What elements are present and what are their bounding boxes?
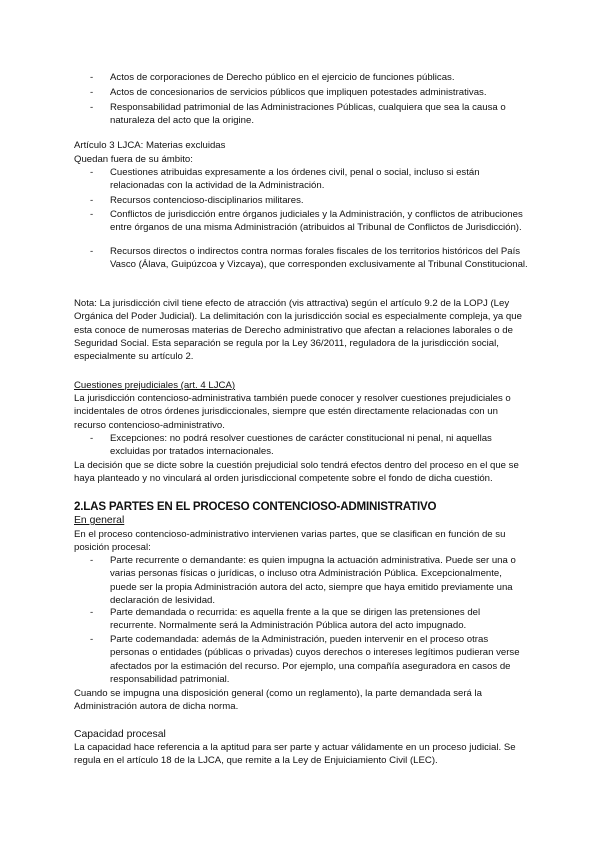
list-item-text: Cuestiones atribuidas expresamente a los órdenes civil, penal o social, incluso si están relacionadas con la actividad de la Administración. [110,167,480,192]
list-item-text: Conflictos de jurisdicción entre órganos judiciales y la Administración, y conflictos de atribuciones entre órganos de una misma Administración (atribuidos al Tribunal de Conflictos de Jurisdicción). [110,209,523,234]
section-closing: Cuando se impugna una disposición general (como un reglamento), la parte demandada será la Administración autora de dicha norma. [74,688,482,713]
section-intro: En el proceso contencioso-administrativo intervienen varias partes, que se clasifican en función de su posición procesal: [74,529,506,554]
art3-intro: Quedan fuera de su ámbito: [74,154,193,165]
capacidad-body: La capacidad hace referencia a la aptitud para ser parte y actuar válidamente en un proceso judicial. Se regula en el artículo 18 de la LJCA, que remite a la Ley de Enjuiciamiento Civil (LEC). [74,742,516,767]
bullet-dash: - [90,246,94,257]
bullet-dash: - [90,607,94,618]
list-item-text: Excepciones: no podrá resolver cuestiones de carácter constitucional ni penal, ni aquellas excluidas por tratados internacionales. [110,433,492,458]
prejudiciales-body: La jurisdicción contencioso-administrativa también puede conocer y resolver cuestiones prejudiciales o incidentales de otros órdenes jurisdiccionales, siempre que estén directamente relacionadas con un recurso contencioso-administrativo. [74,393,511,431]
bullet-dash: - [90,87,94,98]
list-item-text: Recursos directos o indirectos contra normas forales fiscales de los territorios históricos del País Vasco (Álava, Guipúzcoa y Vizcaya), que corresponden exclusivamente al Tribunal Constitucional. [110,246,528,271]
bullet-dash: - [90,102,94,113]
bullet-dash: - [90,209,94,220]
list-item-text: Actos de concesionarios de servicios públicos que impliquen potestades administrativas. [110,87,487,98]
list-item-text: Actos de corporaciones de Derecho público en el ejercicio de funciones públicas. [110,72,455,83]
nota-paragraph: Nota: La jurisdicción civil tiene efecto de atracción (vis attractiva) según el artículo 9.2 de la LOPJ (Ley Orgánica del Poder Judicial). La delimitación con la jurisdicción social es especialmente compleja, ya que esta conoce de numerosas materias de Derecho administrativo que afectan a relaciones laborales o de Seguridad Social. Esta separación se regula por la Ley 36/2011, reguladora de la jurisdicción social, especialmente su artículo 2. [74,298,522,363]
list-item-text: Parte demandada o recurrida: es aquella frente a la que se dirigen las pretensiones del recurrente. Normalmente será la Administración Pública autora del acto impugnado. [110,607,481,632]
section-title: 2.LAS PARTES EN EL PROCESO CONTENCIOSO-ADMINISTRATIVO [74,500,437,513]
bullet-dash: - [90,555,94,566]
bullet-dash: - [90,167,94,178]
capacidad-heading: Capacidad procesal [74,729,166,740]
bullet-dash: - [90,72,94,83]
list-item-text: Parte recurrente o demandante: es quien impugna la actuación administrativa. Puede ser una o varias personas físicas o jurídicas, o incluso otra Administración Pública. Excepcionalmente, puede ser la propia Administración autora del acto, siempre que haya emitido previamente una declaración de lesividad. [110,555,516,606]
list-item-text: Recursos contencioso-disciplinarios militares. [110,195,304,206]
list-item-text: Parte codemandada: además de la Administración, pueden intervenir en el proceso otras personas o entidades (públicas o privadas) cuyos derechos o intereses legítimos pudieran verse afectados por la estimación del recurso. Por ejemplo, una compañía aseguradora en casos de responsabilidad patrimonial. [110,634,520,685]
prejudiciales-heading: Cuestiones prejudiciales (art. 4 LJCA) [74,380,236,391]
bullet-dash: - [90,195,94,206]
bullet-dash: - [90,433,94,444]
art3-heading: Artículo 3 LJCA: Materias excluidas [74,140,226,151]
list-item-text: Responsabilidad patrimonial de las Administraciones Públicas, cualquiera que sea la causa o naturaleza del acto que la origine. [110,102,506,127]
prejudiciales-closing: La decisión que se dicte sobre la cuestión prejudicial solo tendrá efectos dentro del proceso en el que se haya planteado y no vinculará al orden jurisdiccional competente sobre el fondo de dicha cuestión. [74,460,519,485]
bullet-dash: - [90,634,94,645]
section-subheading: En general [74,515,125,526]
